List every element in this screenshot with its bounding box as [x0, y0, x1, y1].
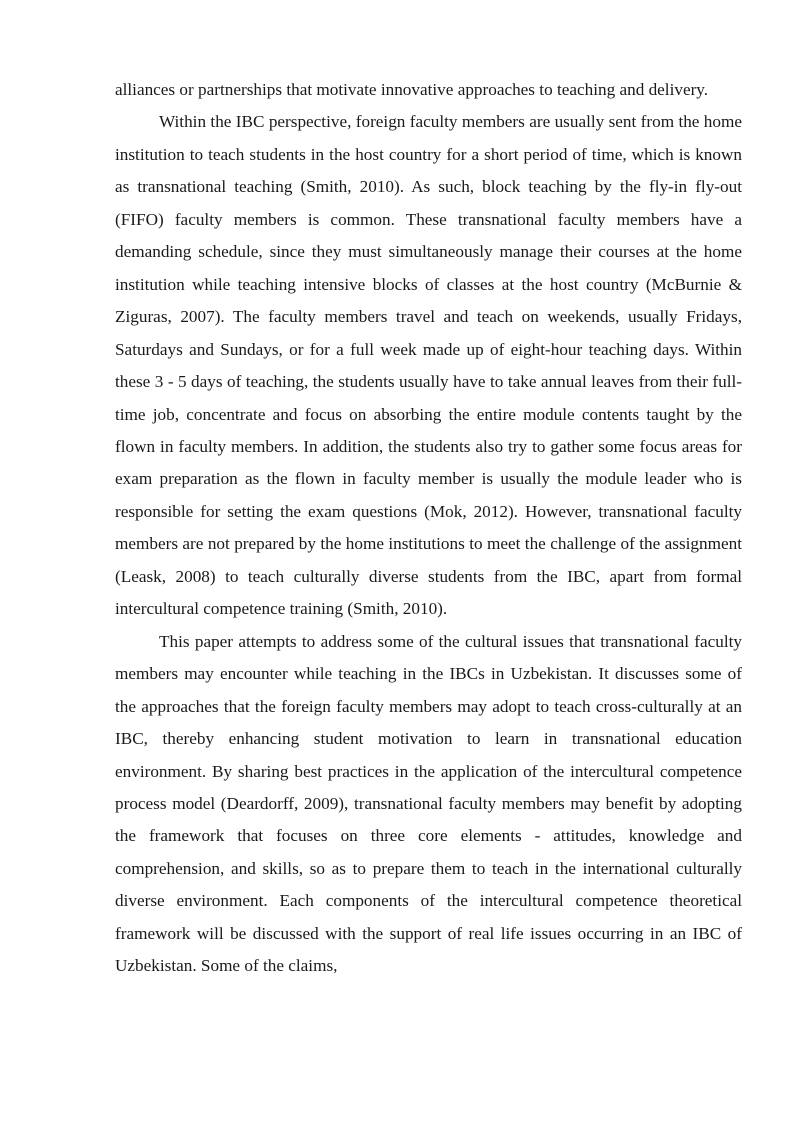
paragraph-paper-aims: This paper attempts to address some of the cultural issues that transnational faculty members may encounter while teaching in the IBCs in Uzbekistan. It discusses some of the approaches that the foreign faculty members may adopt to teach cross-culturally at an IBC, thereby enhancing student motivation to learn in transnational education environment. By sharing best practices in the application of the intercultural competence process model (Deardorff, 2009), transnational faculty members may benefit by adopting the framework that focuses on three core elements - attitudes, knowledge and comprehension, and skills, so as to prepare them to teach in the international culturally diverse environment. Each components of the intercultural competence theoretical framework will be discussed with the support of real life issues occurring in an IBC of Uzbekistan. Some of the claims,	[115, 631, 742, 976]
body-text	[115, 74, 742, 983]
paragraph-continuation: alliances or partnerships that motivate innovative approaches to teaching and delivery.	[115, 80, 709, 99]
paragraph-transnational-teaching: Within the IBC perspective, foreign faculty members are usually sent from the home institution to teach students in the host country for a short period of time, which is known as transnational teaching (Smith, 2010). As such, block teaching by the fly-in fly-out (FIFO) faculty members is common. These transnational faculty members have a demanding schedule, since they must simultaneously manage their courses at the home institution while teaching intensive blocks of classes at the host country (McBurnie & Ziguras, 2007). The faculty members travel and teach on weekends, usually Fridays, Saturdays and Sundays, or for a full week made up of eight-hour teaching days. Within these 3 - 5 days of teaching, the students usually have to take annual leaves from their full-time job, concentrate and focus on absorbing the entire module contents taught by the flown in faculty members. In addition, the students also try to gather some focus areas for exam preparation as the flown in faculty member is usually the module leader who is responsible for setting the exam questions (Mok, 2012). However, transnational faculty members are not prepared by the home institutions to meet the challenge of the assignment (Leask, 2008) to teach culturally diverse students from the IBC, apart from formal intercultural competence training (Smith, 2010).	[115, 112, 742, 619]
